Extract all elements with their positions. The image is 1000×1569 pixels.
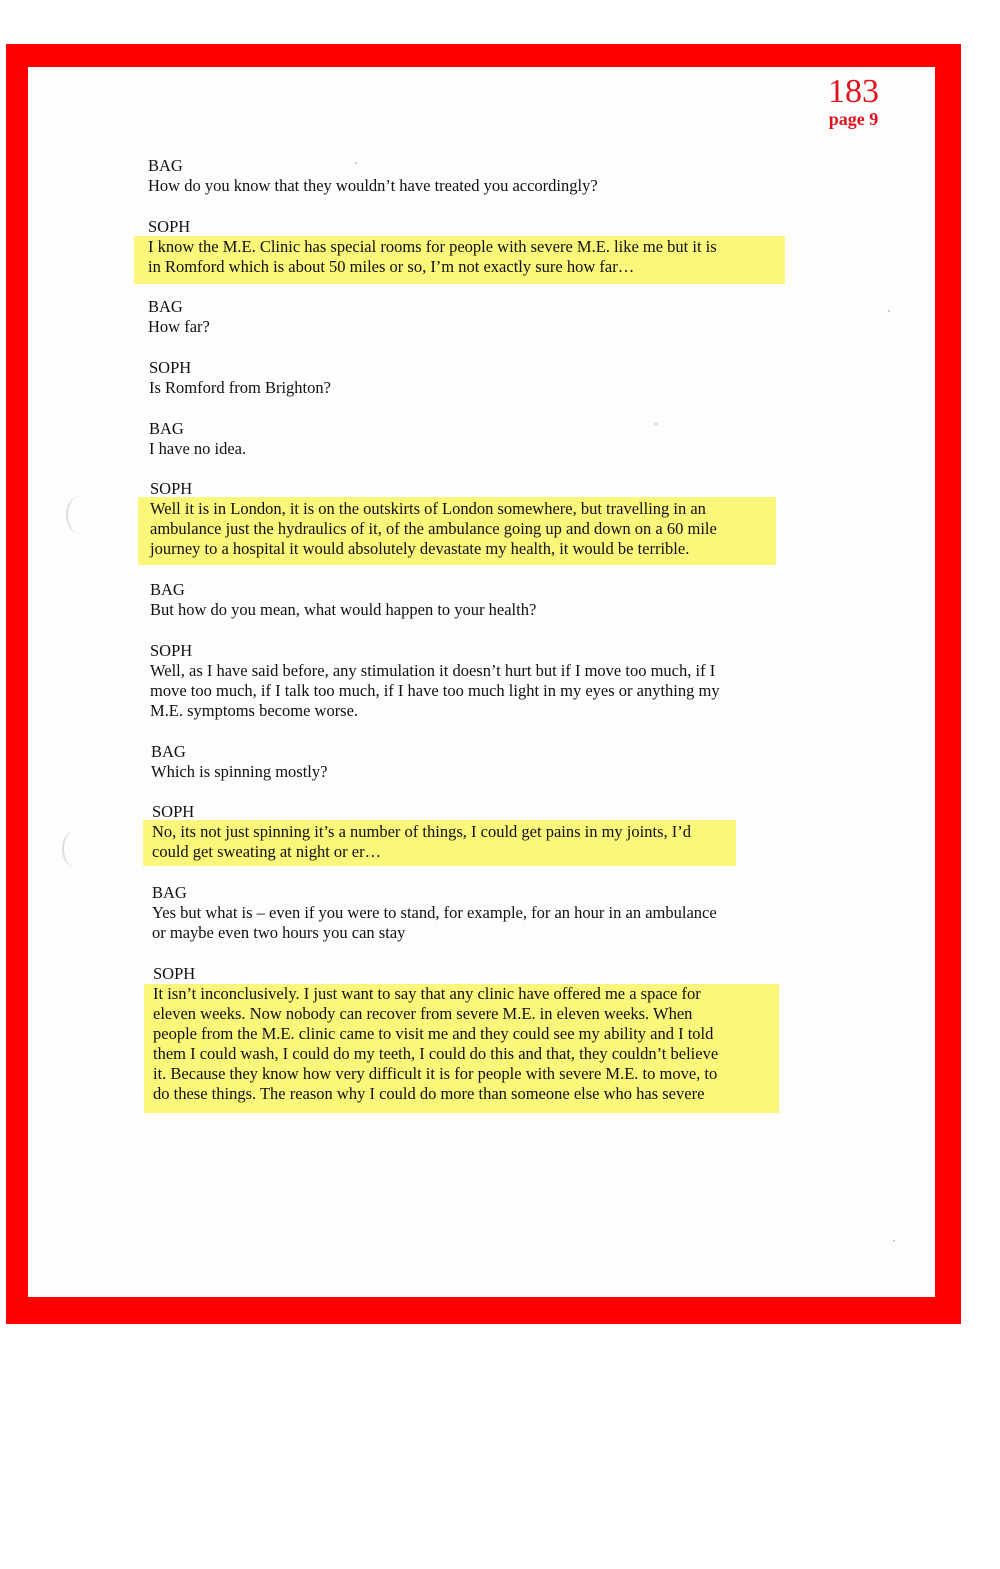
dialogue-line: How far? [148, 317, 210, 336]
speaker-label: SOPH [153, 964, 196, 983]
dialogue-line: Which is spinning mostly? [151, 762, 328, 781]
dialogue-line: Is Romford from Brighton? [149, 378, 331, 397]
speaker-label: BAG [152, 883, 187, 902]
dialogue-line: people from the M.E. clinic came to visit me and they could see my ability and I told [153, 1024, 714, 1043]
dialogue-entry [149, 419, 246, 459]
page-number: 183 [828, 73, 879, 110]
punch-hole-mark [66, 496, 94, 534]
dialogue-entry [153, 964, 718, 1104]
dialogue-line: M.E. symptoms become worse. [150, 701, 359, 720]
scan-speck [888, 310, 890, 312]
speaker-label: BAG [148, 156, 183, 175]
speaker-label: SOPH [152, 802, 195, 821]
dialogue-entry [152, 802, 691, 862]
dialogue-entry [150, 479, 717, 559]
dialogue-entry [148, 297, 210, 337]
dialogue-line: eleven weeks. Now nobody can recover from severe M.E. in eleven weeks. When [153, 1004, 693, 1023]
speaker-label: BAG [150, 580, 185, 599]
speaker-label: SOPH [149, 358, 192, 377]
dialogue-line: Yes but what is – even if you were to stand, for example, for an hour in an ambulance [152, 903, 717, 922]
dialogue-line: But how do you mean, what would happen to your health? [150, 600, 537, 619]
dialogue-line: I have no idea. [149, 439, 247, 458]
dialogue-entry [151, 742, 327, 782]
dialogue-line: I know the M.E. Clinic has special rooms for people with severe M.E. like me but it is [148, 237, 717, 256]
dialogue-line: move too much, if I talk too much, if I have too much light in my eyes or anything my [150, 681, 720, 700]
dialogue-line: It isn’t inconclusively. I just want to say that any clinic have offered me a space for [153, 984, 701, 1003]
dialogue-line: ambulance just the hydraulics of it, of the ambulance going up and down on a 60 mile [150, 519, 717, 538]
dialogue-line: Well it is in London, it is on the outskirts of London somewhere, but travelling in an [150, 499, 706, 518]
dialogue-line: How do you know that they wouldn’t have treated you accordingly? [148, 176, 598, 195]
dialogue-entry [150, 580, 536, 620]
dialogue-line: them I could wash, I could do my teeth, I could do this and that, they couldn’t believe [153, 1044, 719, 1063]
punch-hole-mark [62, 830, 90, 868]
speaker-label: SOPH [150, 641, 193, 660]
dialogue-line: do these things. The reason why I could do more than someone else who has severe [153, 1084, 705, 1103]
dialogue-line: or maybe even two hours you can stay [152, 923, 406, 942]
dialogue-line: in Romford which is about 50 miles or so, I’m not exactly sure how far… [148, 257, 635, 276]
dialogue-entry [150, 641, 720, 721]
dialogue-line: could get sweating at night or er… [152, 842, 382, 861]
dialogue-entry [148, 156, 598, 196]
dialogue-entry [152, 883, 717, 943]
dialogue-line: it. Because they know how very difficult it is for people with severe M.E. to move, to [153, 1064, 718, 1083]
speaker-label: SOPH [148, 217, 191, 236]
scan-speck [893, 1240, 895, 1242]
scan-speck [655, 423, 657, 425]
dialogue-line: Well, as I have said before, any stimulation it doesn’t hurt but if I move too much, if I [150, 661, 716, 680]
dialogue-line: journey to a hospital it would absolutely devastate my health, it would be terrible. [150, 539, 690, 558]
speaker-label: BAG [148, 297, 183, 316]
dialogue-entry [149, 358, 331, 398]
speaker-label: SOPH [150, 479, 193, 498]
speaker-label: BAG [151, 742, 186, 761]
page-label: page 9 [828, 109, 879, 129]
dialogue-entry [148, 217, 717, 277]
speaker-label: BAG [149, 419, 184, 438]
dialogue-line: No, its not just spinning it’s a number of things, I could get pains in my joints, I’d [152, 822, 691, 841]
page-number-stamp [828, 75, 879, 129]
